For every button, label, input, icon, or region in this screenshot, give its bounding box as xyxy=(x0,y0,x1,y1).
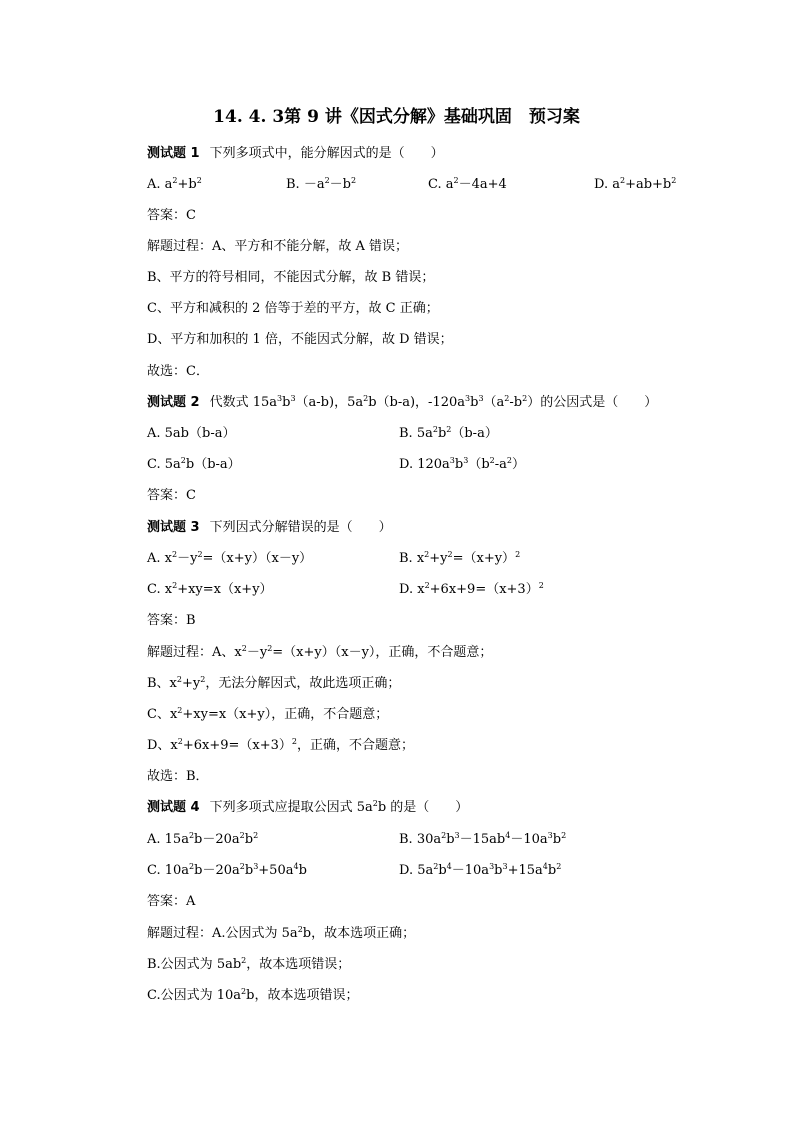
answer: 答案：C xyxy=(147,488,196,503)
answer: 答案：C xyxy=(147,208,196,223)
option-c: C. $5a^2b(b-a)$ xyxy=(147,456,241,472)
answer: 答案：B xyxy=(147,613,196,628)
question-4 xyxy=(147,799,468,817)
question-3 xyxy=(147,519,392,537)
question-label: 测试题 1 xyxy=(147,146,200,161)
solution-line: 解题过程：A.公因式为 $5a^2b$，故本选项正确； xyxy=(147,925,416,941)
question-stem: 下列多项式中，能分解因式的是（ ） xyxy=(209,146,444,161)
solution-line: B、$x^2+y^2$，无法分解因式，故此选项正确； xyxy=(147,675,401,691)
question-stem: 下列多项式应提取公因式 $5a^2b$ 的是（ ） xyxy=(209,799,469,815)
page-title: 14. 4. 3第 9 讲《因式分解》基础巩固 预习案 xyxy=(213,107,580,127)
solution-line: D、$x^2+6x+9=(x+3)^2$，正确，不合题意； xyxy=(147,737,415,753)
option-d: D. $x^2+6x+9=(x+3)^2$ xyxy=(399,581,544,597)
question-1 xyxy=(147,145,444,163)
option-c: C. $a^2-4a+4$ xyxy=(428,176,507,192)
option-b: B. $5a^2b^2(b-a)$ xyxy=(399,425,498,441)
solution-line: C、平方和减积的 2 倍等于差的平方，故 C 正确； xyxy=(147,301,439,316)
question-stem: 下列因式分解错误的是（ ） xyxy=(209,520,392,535)
solution-line: B、平方的符号相同，不能因式分解，故 B 错误； xyxy=(147,270,435,285)
option-a: A. $a^2+b^2$ xyxy=(147,176,202,192)
question-label: 测试题 4 xyxy=(147,800,200,815)
option-c: C. $x^2+xy=x(x+y)$ xyxy=(147,581,273,597)
option-d: D. $a^2+ab+b^2$ xyxy=(594,176,677,192)
option-b: B. $-a^2-b^2$ xyxy=(286,176,357,192)
option-a: A. $x^2-y^2=(x+y)(x-y)$ xyxy=(147,550,313,566)
question-2 xyxy=(147,394,657,412)
solution-line: D、平方和加积的 1 倍，不能因式分解，故 D 错误； xyxy=(147,332,453,347)
solution-line: C、$x^2+xy=x(x+y)$，正确，不合题意； xyxy=(147,706,389,722)
solution-line: 解题过程：A、平方和不能分解，故 A 错误； xyxy=(147,239,409,254)
solution-line: B.公因式为 $5ab^2$，故本选项错误； xyxy=(147,956,351,972)
choice-conclusion: 故选：C． xyxy=(147,364,209,379)
solution-line: C.公因式为 $10a^2b$，故本选项错误； xyxy=(147,987,359,1003)
option-a: A. $15a^2b-20a^2b^2$ xyxy=(147,831,259,847)
option-d: D. $5a^2b^4-10a^3b^3+15a^4b^2$ xyxy=(399,862,562,878)
option-a: A. 5ab（b-a） xyxy=(147,426,236,441)
option-b: B. $30a^2b^3-15ab^4-10a^3b^2$ xyxy=(399,831,567,847)
option-d: D. $120a^3b^3(b^2-a^2)$ xyxy=(399,456,525,472)
option-c: C. $10a^2b-20a^2b^3+50a^4b$ xyxy=(147,862,307,878)
question-label: 测试题 2 xyxy=(147,395,200,410)
question-stem: 代数式 $15a^3b^3(a-b)$，$5a^2b(b-a)$，$-120a^3b^3(a^2-b^2)$的公因式是（ ） xyxy=(209,394,658,410)
choice-conclusion: 故选：B． xyxy=(147,769,209,784)
question-label: 测试题 3 xyxy=(147,520,200,535)
option-b: B. $x^2+y^2=(x+y)^2$ xyxy=(399,550,521,566)
solution-line: 解题过程：A、$x^2-y^2=(x+y)(x-y)$，正确，不合题意； xyxy=(147,644,493,660)
answer: 答案：A xyxy=(147,894,196,909)
